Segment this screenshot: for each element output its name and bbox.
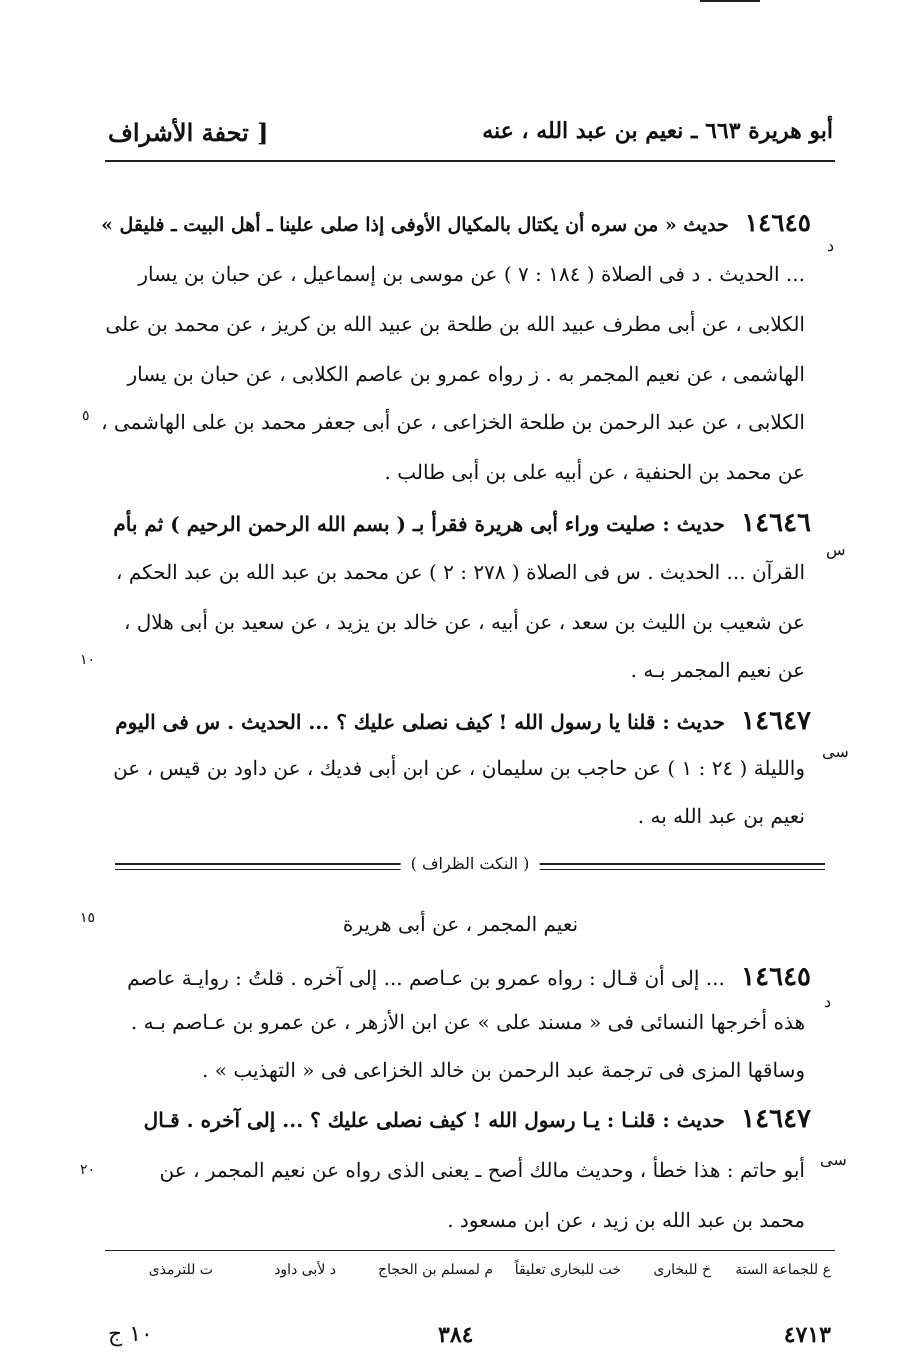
- nukat-14645-line-3: وساقها المزى فى ترجمة عبد الرحمن بن خالد الخزاعى فى « التهذيب » .: [202, 1058, 805, 1082]
- entry-14647-line-3: نعيم بن عبد الله به .: [637, 804, 805, 828]
- entry-number: ١٤٦٤٥: [741, 962, 811, 992]
- entry-14645-line-6: عن محمد بن الحنفية ، عن أبيه على بن أبى طالب .: [384, 460, 805, 484]
- footer-page-number: ٣٨٤: [438, 1322, 474, 1348]
- abbrev-tirmidhi: ت للترمذى: [148, 1262, 213, 1278]
- top-mark: [700, 0, 760, 2]
- entry-14647-line-1: ١٤٦٤٧ حديث : قلنا يا رسول الله ! كيف نصلى عليك ؟ ... الحديث . س فى اليوم: [115, 706, 811, 736]
- entry-14645-line-3: الكلابى ، عن أبى مطرف عبيد الله بن طلحة بن عبيد الله بن كريز ، عن محمد بن على: [105, 312, 805, 336]
- nukat-14647-line-3: محمد بن عبد الله بن زيد ، عن ابن مسعود .: [447, 1208, 805, 1232]
- nukat-label: ( النكت الظراف ): [401, 854, 540, 873]
- nukat-14645-line-1: ١٤٦٤٥ ... إلى أن قـال : رواه عمرو بن عـاصم ... إلى آخره . قلتُ : روايـة عاصم: [127, 962, 811, 992]
- entry-number: ١٤٦٤٧: [741, 1104, 811, 1134]
- abbrev-bukhari-taliqan: خت للبخارى تعليقاً: [514, 1262, 621, 1278]
- footer-volume: ١٠ ج: [108, 1322, 153, 1347]
- margin-line-number: ١٥: [80, 910, 96, 926]
- abbrev-jamaa: ع للجماعة الستة: [735, 1262, 831, 1278]
- running-header-right: أبو هريرة ٦٦٣ ـ نعيم بن عبد الله ، عنه: [482, 118, 833, 144]
- margin-line-number: ٥: [82, 408, 90, 424]
- entry-14645-line-1: ١٤٦٤٥ حديث « من سره أن يكتال بالمكيال الأوفى إذا صلى علينا ـ أهل البيت ـ فليقل »: [101, 208, 811, 237]
- header-rule: [105, 160, 835, 162]
- entry-number: ١٤٦٤٥: [744, 208, 811, 237]
- abbrev-muslim: م لمسلم بن الحجاج: [378, 1262, 493, 1278]
- entry-14647-sigla: سى: [822, 742, 849, 761]
- footnote-rule: [105, 1250, 835, 1251]
- entry-14646-line-1: ١٤٦٤٦ حديث : صليت وراء أبى هريرة فقرأ بـ ( بسم الله الرحمن الرحيم ) ثم بأم: [113, 508, 811, 538]
- entry-14645-line-4: الهاشمى ، عن نعيم المجمر به . ز رواه عمرو بن عاصم الكلابى ، عن حبان بن يسار: [127, 362, 805, 386]
- nukat-14645-line-2: هذه أخرجها النسائى فى « مسند على » عن ابن الأزهر ، عن عمرو بن عـاصم بـه .: [130, 1010, 805, 1034]
- nukat-14647-sigla: سى: [820, 1150, 847, 1169]
- abbrev-abu-dawud: د لأبى داود: [274, 1262, 336, 1278]
- nukat-14647-line-1: ١٤٦٤٧ حديث : قلنـا : يـا رسول الله ! كيف نصلى عليك ؟ ... إلى آخره . قـال: [143, 1104, 811, 1134]
- abbrev-bukhari: خ للبخارى: [653, 1262, 711, 1278]
- entry-14646-line-2: القرآن ... الحديث . س فى الصلاة ( ٢٧٨ : ٢ ) عن محمد بن عبد الله بن عبد الحكم ،: [116, 560, 805, 584]
- entry-14645-line-2: ... الحديث . د فى الصلاة ( ١٨٤ : ٧ ) عن موسى بن إسماعيل ، عن حبان بن يسار: [138, 262, 805, 286]
- entry-14646-line-3: عن شعيب بن الليث بن سعد ، عن أبيه ، عن خالد بن يزيد ، عن سعيد بن أبى هلال ،: [123, 610, 805, 634]
- entry-14646-line-4: عن نعيم المجمر بـه .: [630, 658, 805, 682]
- entry-14645-sigla: د: [827, 236, 835, 255]
- nukat-divider: [115, 852, 825, 882]
- nukat-14647-line-2: أبو حاتم : هذا خطأ ، وحديث مالك أصح ـ يعنى الذى رواه عن نعيم المجمر ، عن: [159, 1158, 805, 1182]
- entry-number: ١٤٦٤٧: [741, 706, 811, 736]
- entry-14645-line-5: الكلابى ، عن عبد الرحمن بن طلحة الخزاعى ، عن أبى جعفر محمد بن على الهاشمى ،: [101, 410, 805, 434]
- running-header-left: [ تحفة الأشراف: [108, 118, 269, 147]
- entry-14646-sigla: س: [826, 540, 846, 559]
- entry-14647-line-2: والليلة ( ٢٤ : ١ ) عن حاجب بن سليمان ، عن ابن أبى فديك ، عن داود بن قيس ، عن: [113, 756, 805, 780]
- margin-line-number: ٢٠: [80, 1162, 96, 1178]
- nukat-subheading: نعيم المجمر ، عن أبى هريرة: [342, 912, 579, 936]
- margin-line-number: ١٠: [80, 652, 96, 668]
- nukat-14645-sigla: د: [824, 992, 832, 1011]
- entry-number: ١٤٦٤٦: [741, 508, 811, 538]
- footer-hadith-number: ٤٧١٣: [783, 1322, 831, 1348]
